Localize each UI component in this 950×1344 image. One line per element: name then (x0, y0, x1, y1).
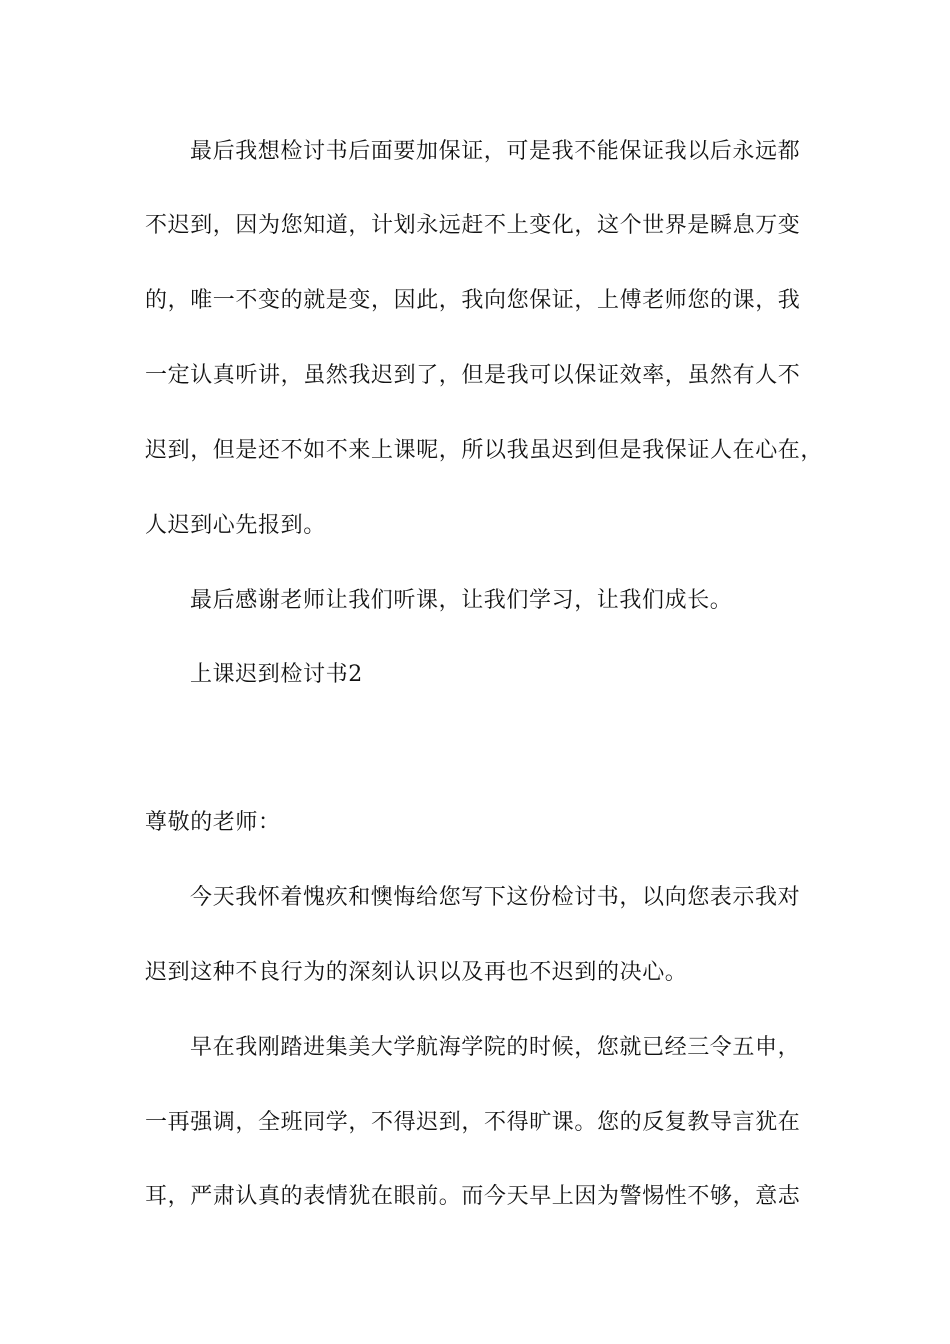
paragraph-line: 最后我想检讨书后面要加保证，可是我不能保证我以后永远都 (190, 139, 801, 164)
section-heading: 上课迟到检讨书2 (190, 662, 363, 687)
paragraph-line: 不迟到，因为您知道，计划永远赶不上变化，这个世界是瞬息万变 (145, 213, 801, 238)
paragraph-line: 迟到这种不良行为的深刻认识以及再也不迟到的决心。 (145, 960, 688, 985)
paragraph-line: 的，唯一不变的就是变，因此，我向您保证，上傅老师您的课，我 (145, 288, 801, 313)
paragraph-line: 人迟到心先报到。 (145, 513, 326, 538)
paragraph-line: 一再强调，全班同学，不得迟到，不得旷课。您的反复教导言犹在 (145, 1110, 801, 1135)
paragraph-line: 迟到，但是还不如不来上课呢，所以我虽迟到但是我保证人在心在， (145, 438, 824, 463)
paragraph-line: 早在我刚踏进集美大学航海学院的时候，您就已经三令五申， (190, 1035, 801, 1060)
paragraph-line: 耳，严肃认真的表情犹在眼前。而今天早上因为警惕性不够，意志 (145, 1184, 801, 1209)
paragraph-line: 今天我怀着愧疚和懊悔给您写下这份检讨书，以向您表示我对 (190, 885, 801, 910)
paragraph-line: 一定认真听讲，虽然我迟到了，但是我可以保证效率，虽然有人不 (145, 363, 801, 388)
paragraph-line: 最后感谢老师让我们听课，让我们学习，让我们成长。 (190, 588, 733, 613)
salutation: 尊敬的老师： (145, 810, 281, 835)
